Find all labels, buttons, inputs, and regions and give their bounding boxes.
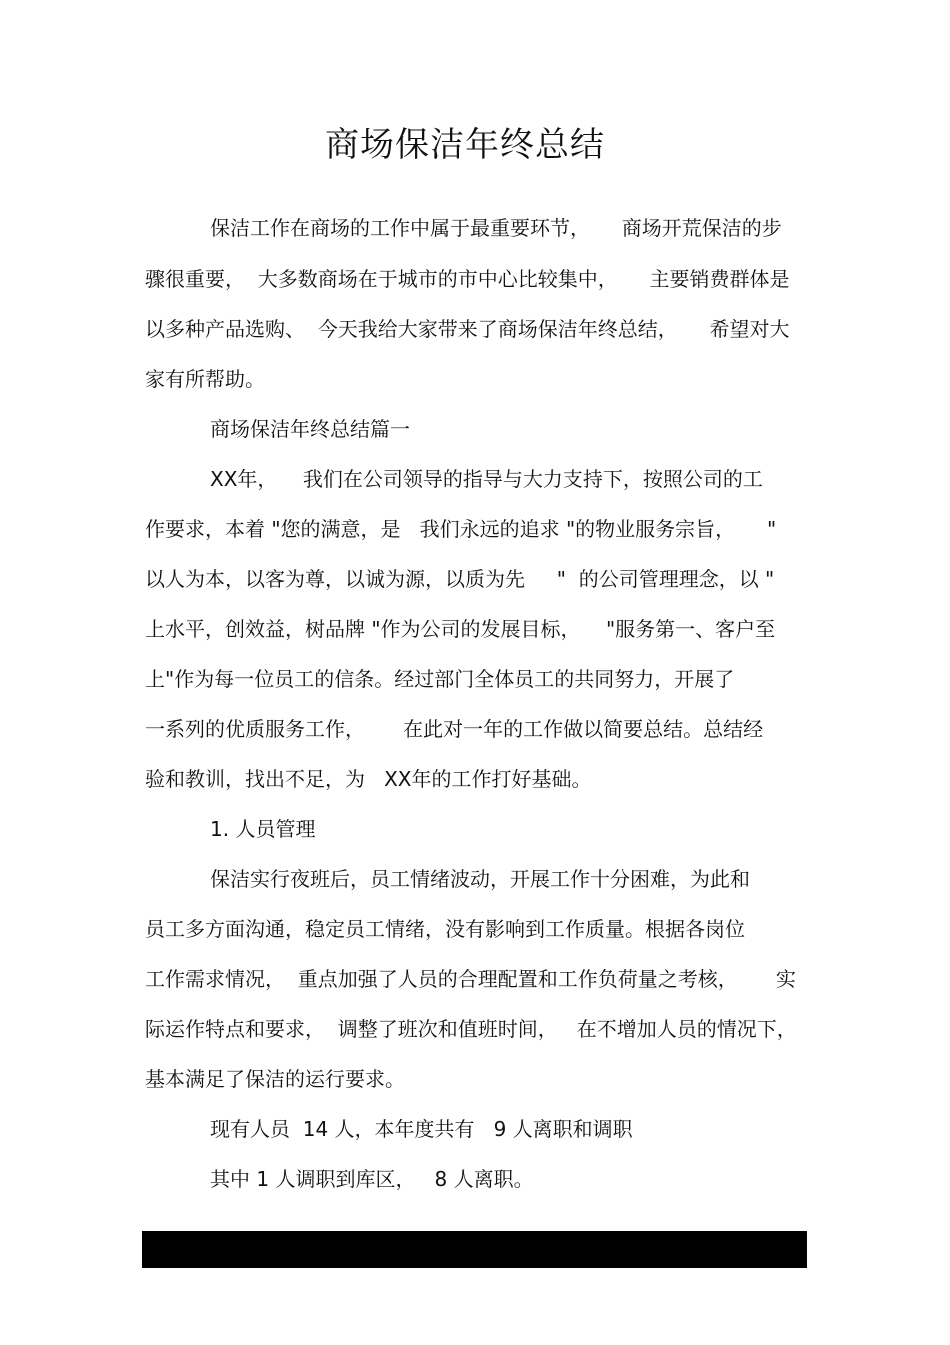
text-line: 其中 1 人调职到库区， 8 人离职。 [210, 1167, 534, 1191]
page-title: 商场保洁年终总结 [325, 125, 605, 165]
text-line: 上水平，创效益，树品牌 "作为公司的发展目标， "服务第一、客户至 [145, 617, 776, 641]
text-line: 员工多方面沟通，稳定员工情绪，没有影响到工作质量。根据各岗位 [145, 917, 745, 941]
text-line: 现有人员 14 人，本年度共有 9 人离职和调职 [210, 1117, 633, 1141]
subsection-heading: 1. 人员管理 [210, 817, 316, 841]
text-line: 保洁工作在商场的工作中属于最重要环节， 商场开荒保洁的步 [210, 216, 782, 240]
text-line: 一系列的优质服务工作， 在此对一年的工作做以简要总结。总结经 [145, 717, 764, 741]
text-line: 上"作为每一位员工的信条。经过部门全体员工的共同努力，开展了 [145, 667, 735, 691]
text-line: XX年， 我们在公司领导的指导与大力支持下，按照公司的工 [210, 467, 763, 491]
text-line: 基本满足了保洁的运行要求。 [145, 1067, 405, 1091]
text-line: 以多种产品选购、 今天我给大家带来了商场保洁年终总结， 希望对大 [145, 317, 790, 341]
text-line: 骤很重要， 大多数商场在于城市的市中心比较集中， 主要销费群体是 [145, 267, 790, 291]
text-line: 验和教训，找出不足，为 XX年的工作打好基础。 [145, 767, 592, 791]
text-line: 保洁实行夜班后，员工情绪波动，开展工作十分困难，为此和 [210, 867, 750, 891]
text-line: 以人为本，以客为尊，以诚为源，以质为先 " 的公司管理理念，以 " [145, 567, 775, 591]
section-heading: 商场保洁年终总结篇一 [210, 417, 410, 441]
redaction-bar [142, 1231, 807, 1268]
text-line: 作要求，本着 "您的满意，是 我们永远的追求 "的物业服务宗旨， " [145, 517, 777, 541]
text-line: 际运作特点和要求， 调整了班次和值班时间， 在不增加人员的情况下， [145, 1017, 797, 1041]
text-line: 家有所帮助。 [145, 367, 265, 391]
text-line: 工作需求情况， 重点加强了人员的合理配置和工作负荷量之考核， 实 [145, 967, 796, 991]
